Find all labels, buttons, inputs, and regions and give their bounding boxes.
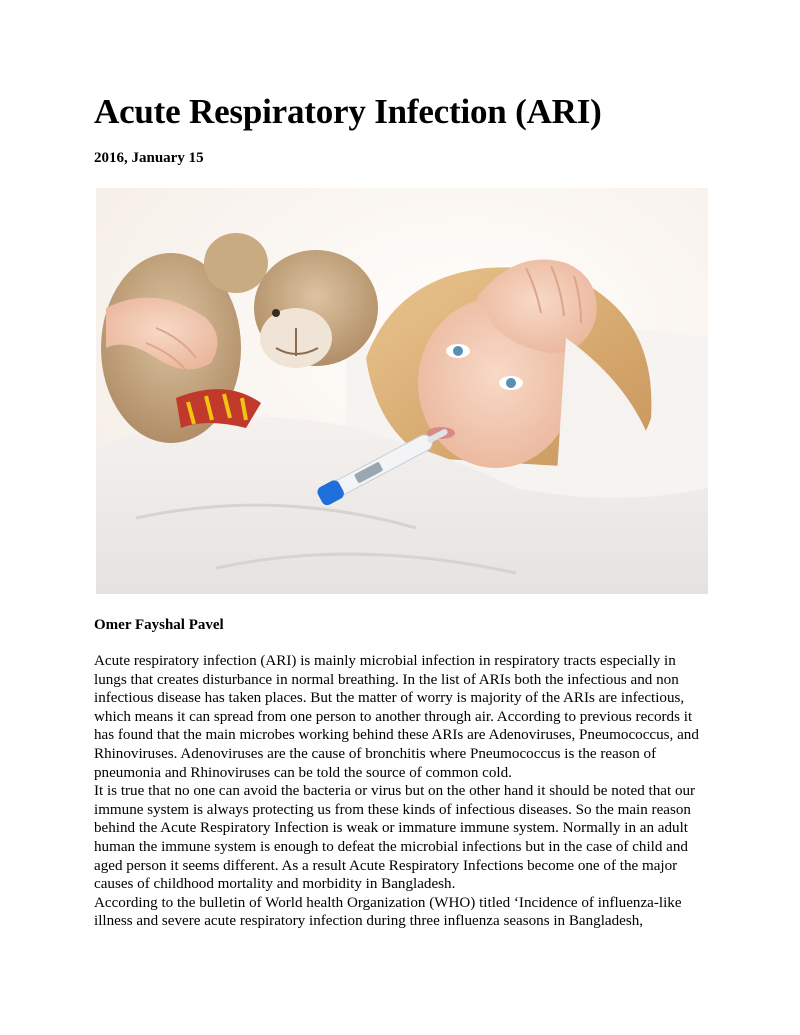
article-paragraph: Acute respiratory infection (ARI) is mainly microbial infection in respiratory tracts especially in lungs that creates disturbance in normal breathing. In the list of ARIs both the infectious and non infectious disease has taken places. But the matter of worry is majority of the ARIs are infectious, which means it can spread from one person to another through air. According to previous records it has found that the main microbes working behind these ARIs are Adenoviruses, Pneumococcus, and Rhinoviruses. Adenoviruses are the cause of bronchitis where Pneumococcus is the reason of pneumonia and Rhinoviruses can be told the source of common cold. — [94, 653, 699, 781]
article-photo — [96, 188, 708, 594]
article-paragraph: It is true that no one can avoid the bacteria or virus but on the other hand it should be noted that our immune system is always protecting us from these kinds of infectious diseases. So the main reason behind the Acute Respiratory Infection is weak or immature immune system. Normally in an adult human the immune system is enough to defeat the microbial infections but in the case of child and aged person it seems different. As a result Acute Respiratory Infections become one of the major causes of childhood mortality and morbidity in Bangladesh. — [94, 783, 696, 893]
article-date: 2016, January 15 — [94, 150, 204, 166]
article-paragraph: According to the bulletin of World health Organization (WHO) titled ‘Incidence of influenza-like illness and severe acute respiratory infection during three influenza seasons in Bangladesh, — [94, 894, 682, 930]
article-body — [94, 652, 708, 931]
article-title: Acute Respiratory Infection (ARI) — [94, 92, 602, 131]
article-author: Omer Fayshal Pavel — [94, 617, 224, 633]
